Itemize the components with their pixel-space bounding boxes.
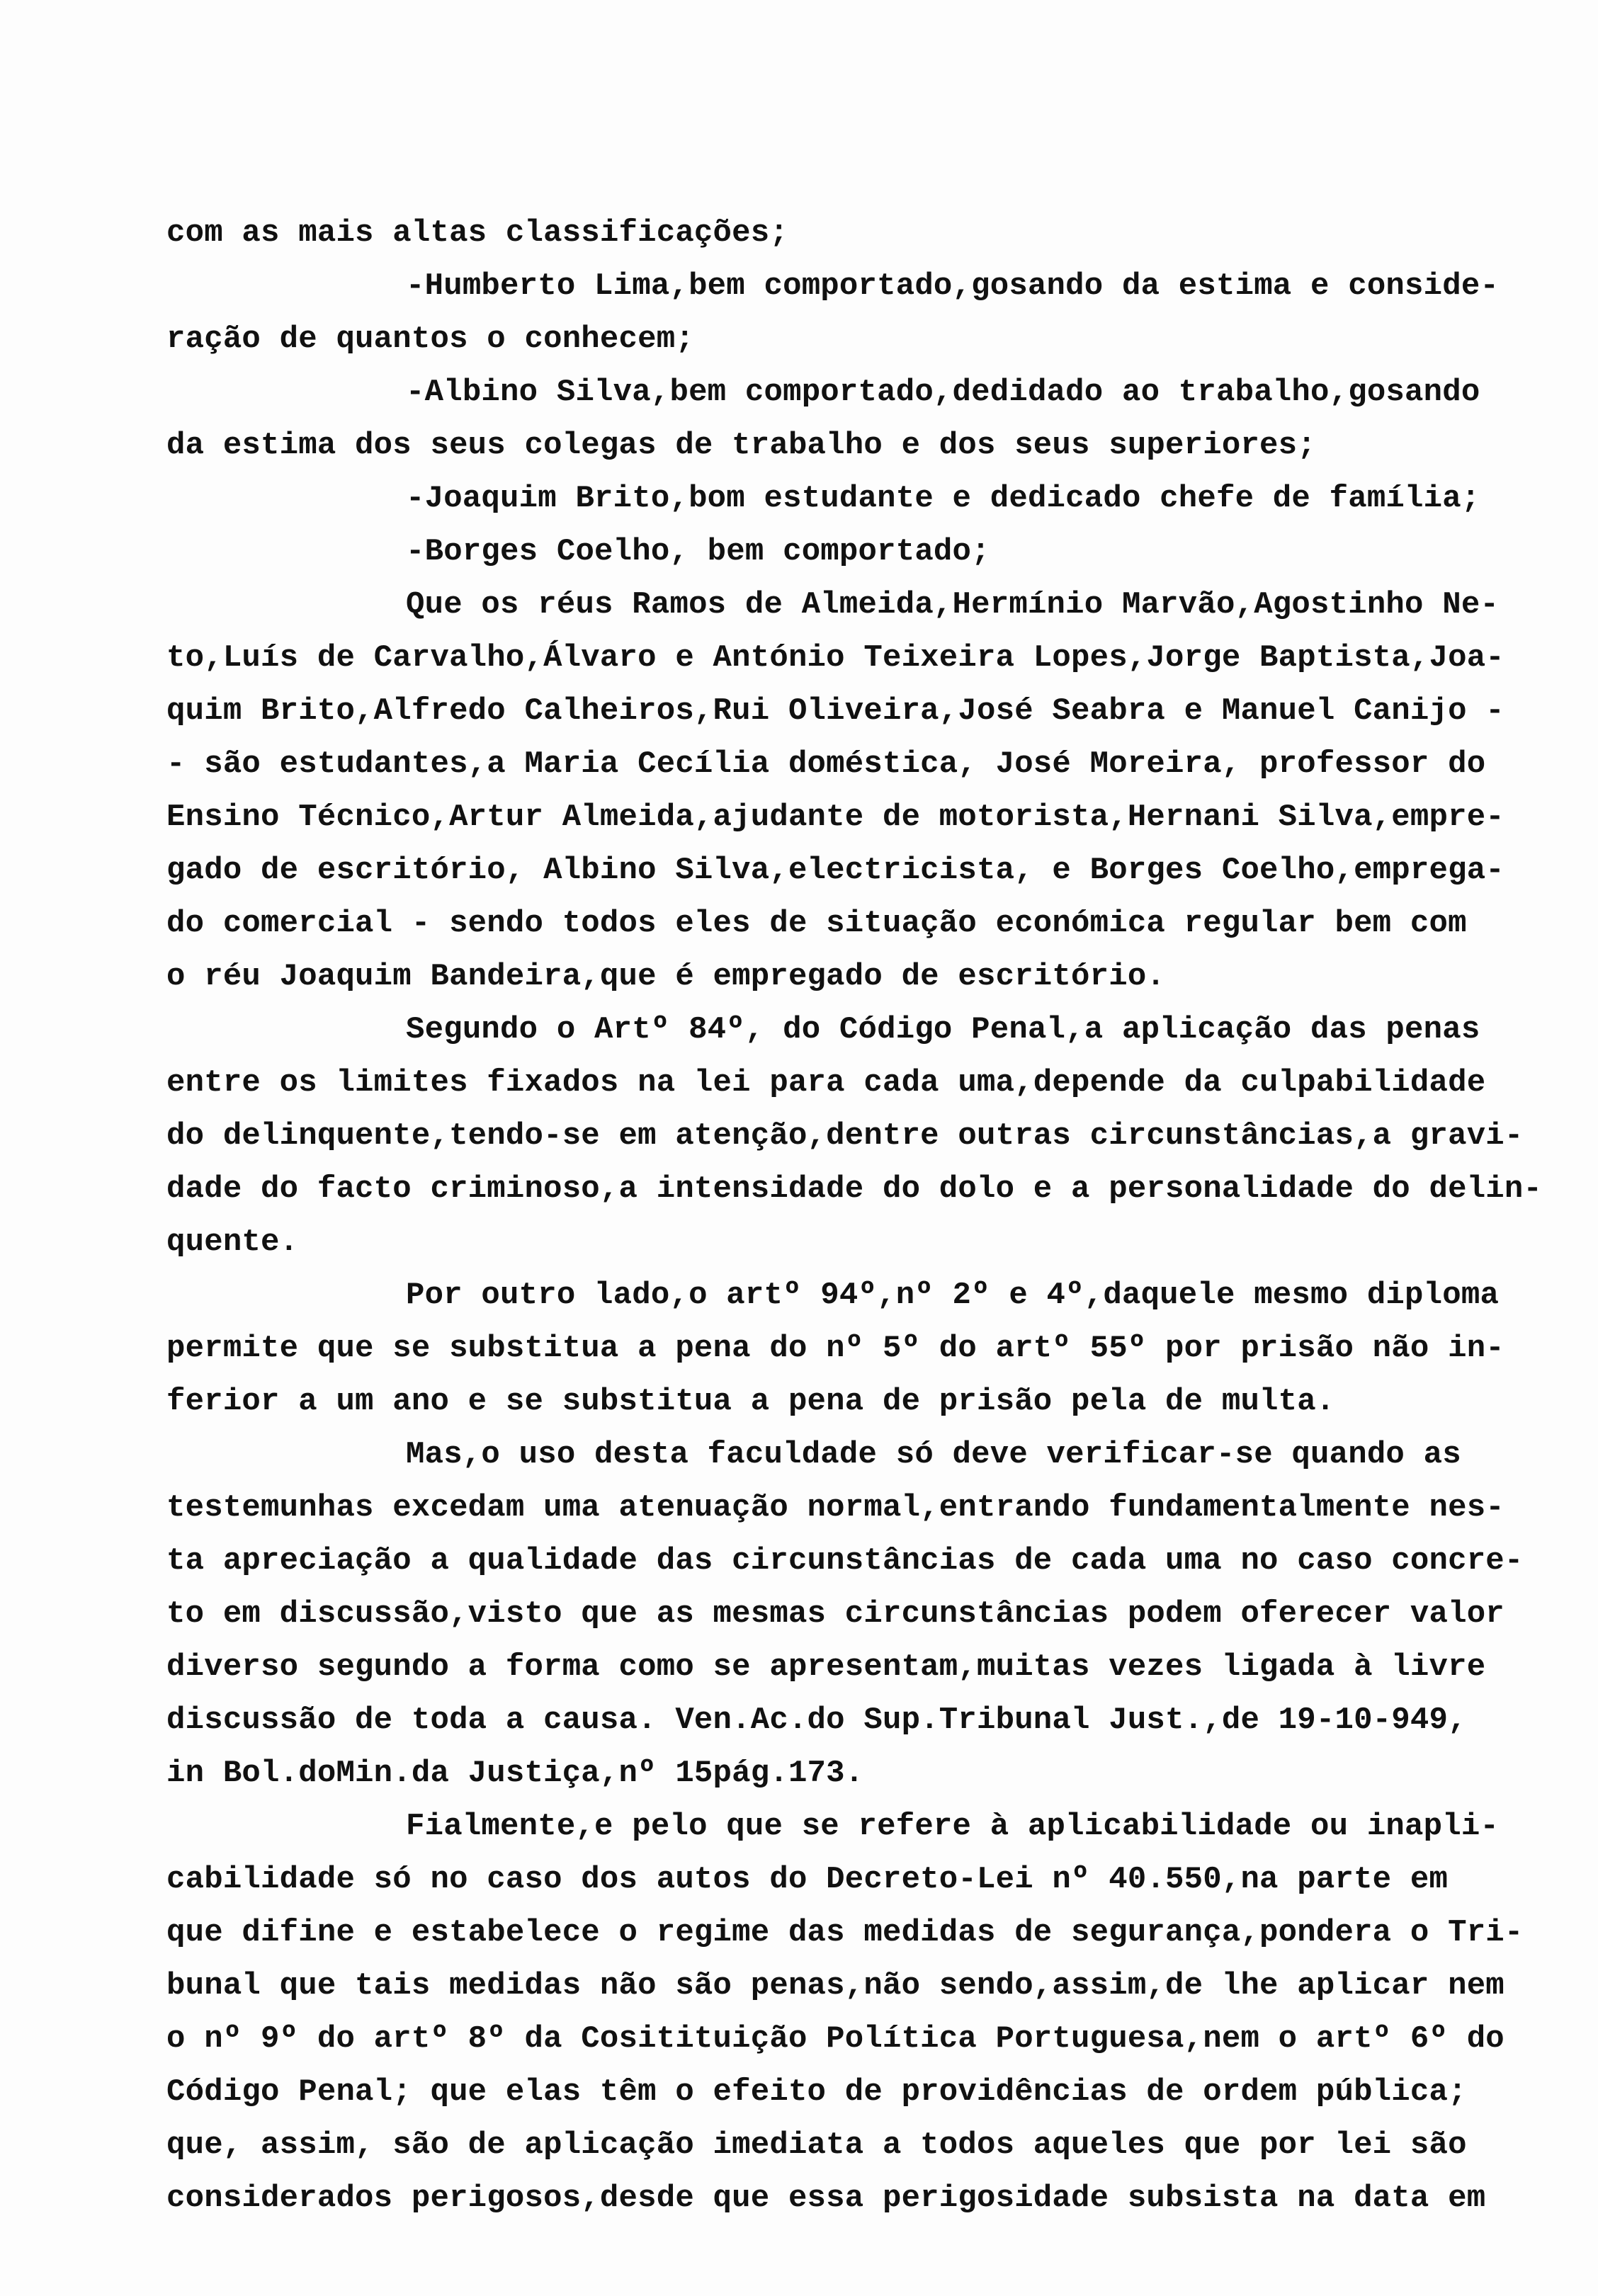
text-line: - são estudantes,a Maria Cecília doméstica, José Moreira, professor do — [166, 746, 1486, 782]
text-line: cabilidade só no caso dos autos do Decreto-Lei nº 40.550,na parte em — [166, 1862, 1449, 1897]
text-line: que, assim, são de aplicação imediata a todos aqueles que por lei são — [166, 2127, 1467, 2163]
text-line: Fialmente,e pelo que se refere à aplicabilidade ou inapli- — [406, 1809, 1500, 1844]
text-line: -Borges Coelho, bem comportado; — [406, 534, 990, 569]
text-line: que difine e estabelece o regime das medidas de segurança,pondera o Tri- — [166, 1915, 1524, 1950]
text-line: do delinquente,tendo-se em atenção,dentre outras circunstâncias,a gravi- — [166, 1118, 1524, 1154]
text-line: considerados perigosos,desde que essa perigosidade subsista na data em — [166, 2181, 1486, 2216]
text-line: quim Brito,Alfredo Calheiros,Rui Oliveira,José Seabra e Manuel Canijo - — [166, 693, 1504, 729]
text-line: entre os limites fixados na lei para cada uma,depende da culpabilidade — [166, 1065, 1486, 1101]
text-line: ferior a um ano e se substitua a pena de prisão pela de multa. — [166, 1384, 1335, 1419]
text-line: o nº 9º do artº 8º da Cositituição Política Portuguesa,nem o artº 6º do — [166, 2021, 1504, 2057]
text-line: bunal que tais medidas não são penas,não sendo,assim,de lhe aplicar nem — [166, 1968, 1504, 2004]
text-line: in Bol.doMin.da Justiça,nº 15pág.173. — [166, 1756, 864, 1791]
text-line: testemunhas excedam uma atenuação normal,entrando fundamentalmente nes- — [166, 1490, 1504, 1525]
text-line: Ensino Técnico,Artur Almeida,ajudante de motorista,Hernani Silva,empre- — [166, 800, 1504, 835]
text-line: do comercial - sendo todos eles de situação económica regular bem com — [166, 906, 1467, 941]
text-line: quente. — [166, 1224, 299, 1260]
text-line: ração de quantos o conhecem; — [166, 322, 694, 357]
text-line: com as mais altas classificações; — [166, 215, 788, 251]
text-line: dade do facto criminoso,a intensidade do dolo e a personalidade do delin- — [166, 1171, 1543, 1207]
document-body — [166, 207, 1576, 2225]
text-line: Segundo o Artº 84º, do Código Penal,a aplicação das penas — [406, 1012, 1480, 1047]
text-line: Código Penal; que elas têm o efeito de providências de ordem pública; — [166, 2074, 1467, 2110]
text-line: permite que se substitua a pena do nº 5º do artº 55º por prisão não in- — [166, 1331, 1504, 1366]
text-line: -Albino Silva,bem comportado,dedidado ao trabalho,gosando — [406, 375, 1480, 410]
text-line: Que os réus Ramos de Almeida,Hermínio Marvão,Agostinho Ne- — [406, 587, 1500, 623]
text-line: to em discussão,visto que as mesmas circunstâncias podem oferecer valor — [166, 1596, 1504, 1632]
text-line: to,Luís de Carvalho,Álvaro e António Teixeira Lopes,Jorge Baptista,Joa- — [166, 640, 1504, 676]
text-line: diverso segundo a forma como se apresentam,muitas vezes ligada à livre — [166, 1649, 1486, 1685]
text-line: Mas,o uso desta faculdade só deve verificar-se quando as — [406, 1437, 1461, 1472]
text-line: -Humberto Lima,bem comportado,gosando da estima e conside- — [406, 268, 1500, 304]
text-line: da estima dos seus colegas de trabalho e dos seus superiores; — [166, 428, 1316, 463]
text-line: Por outro lado,o artº 94º,nº 2º e 4º,daquele mesmo diploma — [406, 1278, 1500, 1313]
text-line: -Joaquim Brito,bom estudante e dedicado chefe de família; — [406, 481, 1480, 516]
text-line: o réu Joaquim Bandeira,que é empregado de escritório. — [166, 959, 1166, 994]
text-line: ta apreciação a qualidade das circunstâncias de cada uma no caso concre- — [166, 1543, 1524, 1579]
text-line: discussão de toda a causa. Ven.Ac.do Sup.Tribunal Just.,de 19-10-949, — [166, 1703, 1467, 1738]
text-line: gado de escritório, Albino Silva,electricista, e Borges Coelho,emprega- — [166, 853, 1504, 888]
